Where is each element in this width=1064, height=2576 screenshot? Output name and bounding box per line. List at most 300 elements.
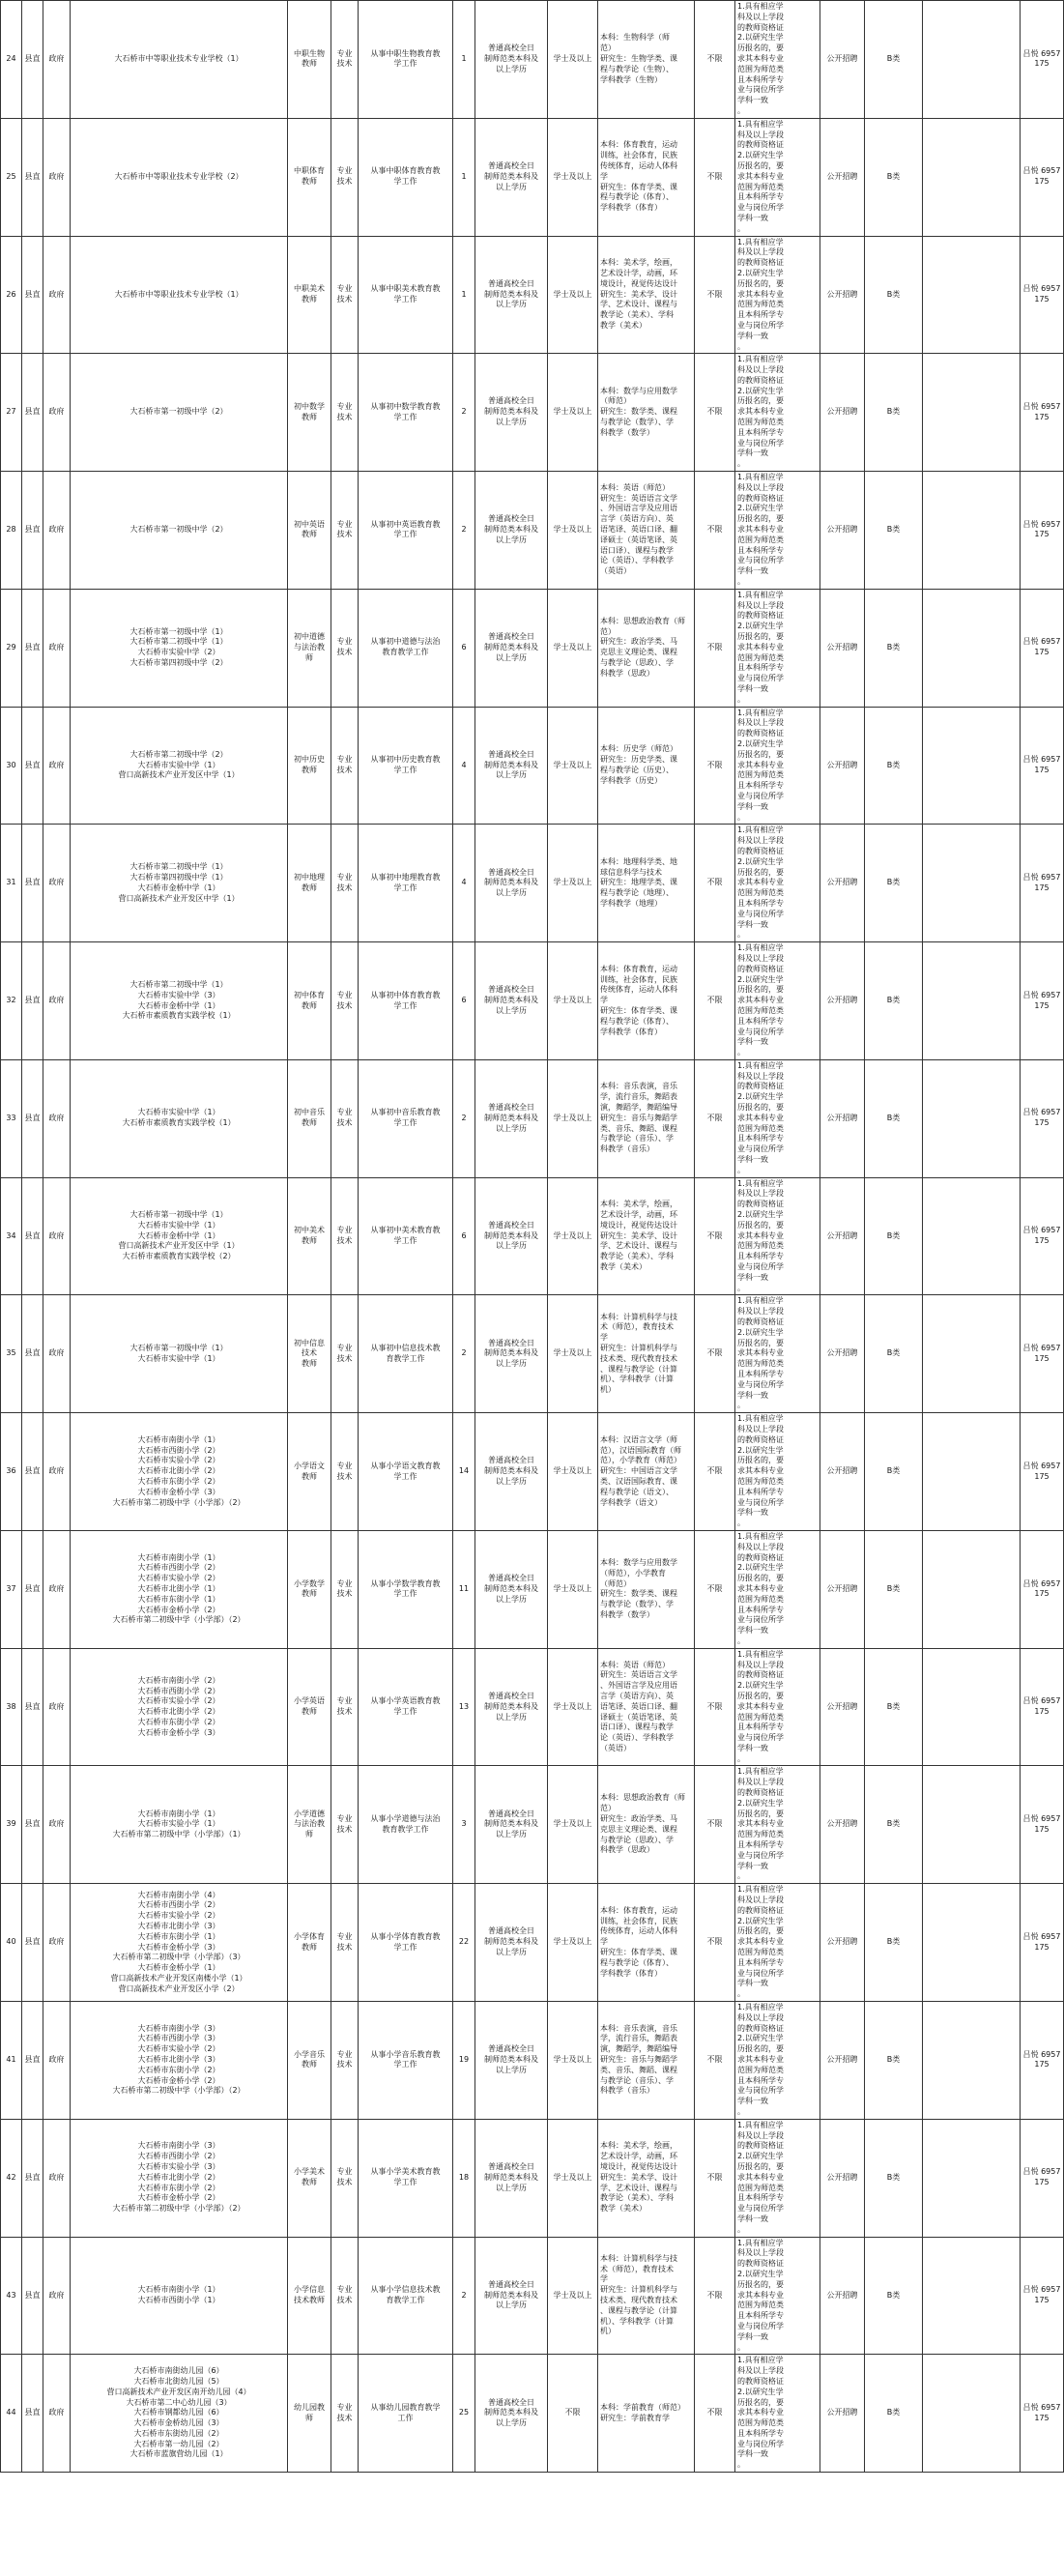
post-name-cell: 初中历史 教师 <box>288 707 331 825</box>
age-cell: 不限 <box>695 707 735 825</box>
type-cell: 政府 <box>43 2002 71 2120</box>
headcount-cell: 2 <box>453 354 475 472</box>
category-cell: 专业 技术 <box>331 1059 359 1177</box>
headcount-cell: 6 <box>453 589 475 707</box>
major-cell: 本科：数学与应用数学 （师范） 研究生：数学类、课程 与教学论（数学）、学 科教学（数学） <box>598 354 695 472</box>
duty-cell: 从事初中数学教育教 学工作 <box>359 354 453 472</box>
row-number: 30 <box>1 707 22 825</box>
major-cell: 本科：英语（师范） 研究生：英语语言文学 、外国语言学及应用语 言学（英语方向）、英 语笔译、英语口译、翻 译硕士（英语笔译、英 语口译）、课程与教学 论（英语）、学科教学 （英语） <box>598 1648 695 1766</box>
units-cell: 大石桥市第一初级中学（2） <box>71 354 288 472</box>
category-cell: 专业 技术 <box>331 1530 359 1648</box>
category-cell: 专业 技术 <box>331 942 359 1060</box>
education-cell: 普通高校全日 制师范类本科及 以上学历 <box>475 1177 548 1295</box>
method-cell: 公开招聘 <box>820 1648 865 1766</box>
duty-cell: 从事初中体育教育教 学工作 <box>359 942 453 1060</box>
level-cell: 县直 <box>22 2355 43 2473</box>
method-cell: 公开招聘 <box>820 354 865 472</box>
category-cell: 专业 技术 <box>331 1 359 119</box>
post-name-cell: 小学信息 技术教师 <box>288 2237 331 2355</box>
blank-cell <box>923 1884 1021 2002</box>
level-cell: 县直 <box>22 1413 43 1531</box>
major-cell: 本科：美术学，绘画， 艺术设计学，动画，环 境设计，视觉传达设计 研究生：美术学、设计 学、艺术设计、课程与 教学论（美术）、学科 教学（美术） <box>598 1177 695 1295</box>
class-cell: B类 <box>865 589 923 707</box>
headcount-cell: 2 <box>453 472 475 590</box>
contact-cell: 吕悦 6957175 <box>1021 1530 1064 1648</box>
education-cell: 普通高校全日 制师范类本科及 以上学历 <box>475 2355 548 2473</box>
type-cell: 政府 <box>43 1648 71 1766</box>
row-number: 38 <box>1 1648 22 1766</box>
level-cell: 县直 <box>22 1530 43 1648</box>
category-cell: 专业 技术 <box>331 1295 359 1413</box>
class-cell: B类 <box>865 236 923 354</box>
major-cell: 本科：生物科学（师 范） 研究生：生物学类、课 程与教学论（生物）、 学科教学（生物） <box>598 1 695 119</box>
units-cell: 大石桥市南街小学（4） 大石桥市西街小学（2） 大石桥市实验小学（2） 大石桥市北街小学（3） 大石桥市东街小学（1） 大石桥市金桥小学（3） 大石桥市第二初级中学（小学部）（3） 大石桥市金桥小学（1） 营口高新技术产业开发区南楼小学（1） 营口高新技术产业开发区小学（2） <box>71 1884 288 2002</box>
requirements-cell: 1.具有相应学 科及以上学段 的教师资格证 2.以研究生学 历报名的，要 求其本科专业 范围为师范类 且本科所学专 业与岗位所学 学科一致 。 <box>735 472 820 590</box>
degree-cell: 学士及以上 <box>548 942 598 1060</box>
level-cell: 县直 <box>22 118 43 236</box>
duty-cell: 从事初中道德与法治 教育教学工作 <box>359 589 453 707</box>
table-row <box>1 707 1064 825</box>
class-cell: B类 <box>865 1177 923 1295</box>
row-number: 29 <box>1 589 22 707</box>
age-cell: 不限 <box>695 1648 735 1766</box>
education-cell: 普通高校全日 制师范类本科及 以上学历 <box>475 1413 548 1531</box>
post-name-cell: 小学音乐 教师 <box>288 2002 331 2120</box>
requirements-cell: 1.具有相应学 科及以上学段 的教师资格证 2.以研究生学 历报名的，要 求其本科专业 范围为师范类 且本科所学专 业与岗位所学 学科一致 。 <box>735 1059 820 1177</box>
units-cell: 大石桥市中等职业技术专业学校（1） <box>71 236 288 354</box>
requirements-cell: 1.具有相应学 科及以上学段 的教师资格证 2.以研究生学 历报名的，要 求其本科专业 范围为师范类 且本科所学专 业与岗位所学 学科一致 。 <box>735 2355 820 2473</box>
contact-cell: 吕悦 6957175 <box>1021 2002 1064 2120</box>
duty-cell: 从事小学语文教育教 学工作 <box>359 1413 453 1531</box>
degree-cell: 学士及以上 <box>548 1177 598 1295</box>
requirements-cell: 1.具有相应学 科及以上学段 的教师资格证 2.以研究生学 历报名的，要 求其本科专业 范围为师范类 且本科所学专 业与岗位所学 学科一致 。 <box>735 236 820 354</box>
table-row <box>1 2002 1064 2120</box>
level-cell: 县直 <box>22 1177 43 1295</box>
row-number: 39 <box>1 1766 22 1884</box>
category-cell: 专业 技术 <box>331 1884 359 2002</box>
education-cell: 普通高校全日 制师范类本科及 以上学历 <box>475 236 548 354</box>
contact-cell: 吕悦 6957175 <box>1021 2355 1064 2473</box>
major-cell: 本科：体育教育，运动 训练，社会体育，民族 传统体育，运动人体科 学 研究生：体育学类、课 程与教学论（体育）、 学科教学（体育） <box>598 942 695 1060</box>
degree-cell: 学士及以上 <box>548 1413 598 1531</box>
education-cell: 普通高校全日 制师范类本科及 以上学历 <box>475 2002 548 2120</box>
age-cell: 不限 <box>695 2002 735 2120</box>
requirements-cell: 1.具有相应学 科及以上学段 的教师资格证 2.以研究生学 历报名的，要 求其本科专业 范围为师范类 且本科所学专 业与岗位所学 学科一致 。 <box>735 1648 820 1766</box>
table-row <box>1 2355 1064 2473</box>
duty-cell: 从事中职美术教育教 学工作 <box>359 236 453 354</box>
post-name-cell: 初中地理 教师 <box>288 825 331 942</box>
requirements-cell: 1.具有相应学 科及以上学段 的教师资格证 2.以研究生学 历报名的，要 求其本科专业 范围为师范类 且本科所学专 业与岗位所学 学科一致 。 <box>735 118 820 236</box>
row-number: 24 <box>1 1 22 119</box>
type-cell: 政府 <box>43 1766 71 1884</box>
post-name-cell: 初中音乐 教师 <box>288 1059 331 1177</box>
duty-cell: 从事小学音乐教育教 学工作 <box>359 2002 453 2120</box>
requirements-cell: 1.具有相应学 科及以上学段 的教师资格证 2.以研究生学 历报名的，要 求其本科专业 范围为师范类 且本科所学专 业与岗位所学 学科一致 。 <box>735 1413 820 1531</box>
blank-cell <box>923 118 1021 236</box>
method-cell: 公开招聘 <box>820 2119 865 2237</box>
age-cell: 不限 <box>695 1884 735 2002</box>
education-cell: 普通高校全日 制师范类本科及 以上学历 <box>475 1 548 119</box>
duty-cell: 从事中职生物教育教 学工作 <box>359 1 453 119</box>
row-number: 37 <box>1 1530 22 1648</box>
table-body <box>1 1 1064 2473</box>
age-cell: 不限 <box>695 118 735 236</box>
headcount-cell: 1 <box>453 1 475 119</box>
requirements-cell: 1.具有相应学 科及以上学段 的教师资格证 2.以研究生学 历报名的，要 求其本科专业 范围为师范类 且本科所学专 业与岗位所学 学科一致 。 <box>735 589 820 707</box>
major-cell: 本科：体育教育，运动 训练，社会体育，民族 传统体育，运动人体科 学 研究生：体育学类、课 程与教学论（体育）、 学科教学（体育） <box>598 118 695 236</box>
degree-cell: 学士及以上 <box>548 1766 598 1884</box>
type-cell: 政府 <box>43 1530 71 1648</box>
major-cell: 本科：数学与应用数学 （师范），小学教育 （师范） 研究生：数学类、课程 与教学论（数学）、学 科教学（数学） <box>598 1530 695 1648</box>
row-number: 36 <box>1 1413 22 1531</box>
method-cell: 公开招聘 <box>820 1884 865 2002</box>
table-row <box>1 589 1064 707</box>
post-name-cell: 初中道德 与法治教 师 <box>288 589 331 707</box>
method-cell: 公开招聘 <box>820 118 865 236</box>
post-name-cell: 小学语文 教师 <box>288 1413 331 1531</box>
table-row <box>1 472 1064 590</box>
duty-cell: 从事初中英语教育教 学工作 <box>359 472 453 590</box>
method-cell: 公开招聘 <box>820 589 865 707</box>
duty-cell: 从事初中美术教育教 学工作 <box>359 1177 453 1295</box>
category-cell: 专业 技术 <box>331 1766 359 1884</box>
age-cell: 不限 <box>695 1295 735 1413</box>
headcount-cell: 2 <box>453 1059 475 1177</box>
type-cell: 政府 <box>43 1884 71 2002</box>
level-cell: 县直 <box>22 354 43 472</box>
table-row <box>1 1648 1064 1766</box>
units-cell: 大石桥市实验中学（1） 大石桥市素质教育实践学校（1） <box>71 1059 288 1177</box>
age-cell: 不限 <box>695 2355 735 2473</box>
table-row <box>1 1413 1064 1531</box>
duty-cell: 从事小学数学教育教 学工作 <box>359 1530 453 1648</box>
post-name-cell: 中职美术 教师 <box>288 236 331 354</box>
contact-cell: 吕悦 6957175 <box>1021 589 1064 707</box>
requirements-cell: 1.具有相应学 科及以上学段 的教师资格证 2.以研究生学 历报名的，要 求其本科专业 范围为师范类 且本科所学专 业与岗位所学 学科一致 。 <box>735 2237 820 2355</box>
contact-cell: 吕悦 6957175 <box>1021 236 1064 354</box>
blank-cell <box>923 1295 1021 1413</box>
class-cell: B类 <box>865 942 923 1060</box>
age-cell: 不限 <box>695 942 735 1060</box>
row-number: 27 <box>1 354 22 472</box>
method-cell: 公开招聘 <box>820 236 865 354</box>
method-cell: 公开招聘 <box>820 2355 865 2473</box>
major-cell: 本科：体育教育，运动 训练，社会体育，民族 传统体育，运动人体科 学 研究生：体育学类、课 程与教学论（体育）、 学科教学（体育） <box>598 1884 695 2002</box>
major-cell: 本科：计算机科学与技 术（师范），教育技术 学 研究生：计算机科学与 技术类、现代教育技术 、课程与教学论（计算 机）、学科教学（计算 机） <box>598 2237 695 2355</box>
post-name-cell: 小学美术 教师 <box>288 2119 331 2237</box>
contact-cell: 吕悦 6957175 <box>1021 1884 1064 2002</box>
major-cell: 本科：汉语言文学（师 范），汉语国际教育（师 范），小学教育（师范） 研究生：中国语言文学 类、汉语国际教育、课 程与教学论（语文）、 学科教学（语文） <box>598 1413 695 1531</box>
headcount-cell: 6 <box>453 1177 475 1295</box>
headcount-cell: 4 <box>453 825 475 942</box>
major-cell: 本科：音乐表演，音乐 学，流行音乐，舞蹈表 演，舞蹈学，舞蹈编导 研究生：音乐与舞蹈学 类、音乐、舞蹈、课程 与教学论（音乐）、学 科教学（音乐） <box>598 1059 695 1177</box>
method-cell: 公开招聘 <box>820 1177 865 1295</box>
class-cell: B类 <box>865 1530 923 1648</box>
row-number: 26 <box>1 236 22 354</box>
row-number: 31 <box>1 825 22 942</box>
method-cell: 公开招聘 <box>820 942 865 1060</box>
contact-cell: 吕悦 6957175 <box>1021 1 1064 119</box>
class-cell: B类 <box>865 472 923 590</box>
contact-cell: 吕悦 6957175 <box>1021 2119 1064 2237</box>
method-cell: 公开招聘 <box>820 1295 865 1413</box>
post-name-cell: 幼儿园教 师 <box>288 2355 331 2473</box>
method-cell: 公开招聘 <box>820 1413 865 1531</box>
type-cell: 政府 <box>43 707 71 825</box>
degree-cell: 学士及以上 <box>548 589 598 707</box>
units-cell: 大石桥市中等职业技术专业学校（1） <box>71 1 288 119</box>
headcount-cell: 6 <box>453 942 475 1060</box>
method-cell: 公开招聘 <box>820 1059 865 1177</box>
degree-cell: 学士及以上 <box>548 1648 598 1766</box>
type-cell: 政府 <box>43 1 71 119</box>
blank-cell <box>923 589 1021 707</box>
class-cell: B类 <box>865 1 923 119</box>
contact-cell: 吕悦 6957175 <box>1021 1295 1064 1413</box>
type-cell: 政府 <box>43 1059 71 1177</box>
degree-cell: 学士及以上 <box>548 2119 598 2237</box>
units-cell: 大石桥市第一初级中学（1） 大石桥市第二初级中学（1） 大石桥市实验中学（2） 大石桥市第四初级中学（2） <box>71 589 288 707</box>
requirements-cell: 1.具有相应学 科及以上学段 的教师资格证 2.以研究生学 历报名的，要 求其本科专业 范围为师范类 且本科所学专 业与岗位所学 学科一致 。 <box>735 1 820 119</box>
degree-cell: 学士及以上 <box>548 1884 598 2002</box>
contact-cell: 吕悦 6957175 <box>1021 1413 1064 1531</box>
row-number: 33 <box>1 1059 22 1177</box>
units-cell: 大石桥市南街小学（3） 大石桥市西街小学（3） 大石桥市实验小学（2） 大石桥市北街小学（3） 大石桥市东街小学（2） 大石桥市金桥小学（2） 大石桥市第二初级中学（小学部）（2） <box>71 2002 288 2120</box>
category-cell: 专业 技术 <box>331 2119 359 2237</box>
age-cell: 不限 <box>695 236 735 354</box>
requirements-cell: 1.具有相应学 科及以上学段 的教师资格证 2.以研究生学 历报名的，要 求其本科专业 范围为师范类 且本科所学专 业与岗位所学 学科一致 。 <box>735 942 820 1060</box>
level-cell: 县直 <box>22 472 43 590</box>
contact-cell: 吕悦 6957175 <box>1021 118 1064 236</box>
level-cell: 县直 <box>22 589 43 707</box>
blank-cell <box>923 2002 1021 2120</box>
duty-cell: 从事初中历史教育教 学工作 <box>359 707 453 825</box>
units-cell: 大石桥市第一初级中学（2） <box>71 472 288 590</box>
contact-cell: 吕悦 6957175 <box>1021 2237 1064 2355</box>
table-row <box>1 236 1064 354</box>
requirements-cell: 1.具有相应学 科及以上学段 的教师资格证 2.以研究生学 历报名的，要 求其本科专业 范围为师范类 且本科所学专 业与岗位所学 学科一致 。 <box>735 1884 820 2002</box>
method-cell: 公开招聘 <box>820 707 865 825</box>
post-name-cell: 小学道德 与法治教 师 <box>288 1766 331 1884</box>
degree-cell: 学士及以上 <box>548 1059 598 1177</box>
education-cell: 普通高校全日 制师范类本科及 以上学历 <box>475 1766 548 1884</box>
headcount-cell: 25 <box>453 2355 475 2473</box>
units-cell: 大石桥市南街小学（1） 大石桥市西街小学（2） 大石桥市实验小学（2） 大石桥市北街小学（2） 大石桥市东街小学（2） 大石桥市金桥小学（3） 大石桥市第二初级中学（小学部）（2） <box>71 1413 288 1531</box>
units-cell: 大石桥市南街小学（1） 大石桥市西街小学（2） 大石桥市实验小学（2） 大石桥市北街小学（1） 大石桥市东街小学（1） 大石桥市金桥小学（2） 大石桥市第二初级中学（小学部）（2） <box>71 1530 288 1648</box>
class-cell: B类 <box>865 1648 923 1766</box>
duty-cell: 从事初中音乐教育教 学工作 <box>359 1059 453 1177</box>
row-number: 44 <box>1 2355 22 2473</box>
units-cell: 大石桥市南街小学（1） 大石桥市西街小学（1） <box>71 2237 288 2355</box>
education-cell: 普通高校全日 制师范类本科及 以上学历 <box>475 1295 548 1413</box>
contact-cell: 吕悦 6957175 <box>1021 1059 1064 1177</box>
headcount-cell: 1 <box>453 118 475 236</box>
table-row <box>1 1 1064 119</box>
headcount-cell: 11 <box>453 1530 475 1648</box>
degree-cell: 学士及以上 <box>548 472 598 590</box>
table-row <box>1 1884 1064 2002</box>
type-cell: 政府 <box>43 2119 71 2237</box>
age-cell: 不限 <box>695 2237 735 2355</box>
duty-cell: 从事小学信息技术教 育教学工作 <box>359 2237 453 2355</box>
method-cell: 公开招聘 <box>820 2237 865 2355</box>
blank-cell <box>923 1766 1021 1884</box>
blank-cell <box>923 472 1021 590</box>
education-cell: 普通高校全日 制师范类本科及 以上学历 <box>475 707 548 825</box>
table-row <box>1 354 1064 472</box>
contact-cell: 吕悦 6957175 <box>1021 1766 1064 1884</box>
requirements-cell: 1.具有相应学 科及以上学段 的教师资格证 2.以研究生学 历报名的，要 求其本科专业 范围为师范类 且本科所学专 业与岗位所学 学科一致 。 <box>735 1295 820 1413</box>
method-cell: 公开招聘 <box>820 472 865 590</box>
age-cell: 不限 <box>695 1177 735 1295</box>
education-cell: 普通高校全日 制师范类本科及 以上学历 <box>475 472 548 590</box>
post-name-cell: 初中美术 教师 <box>288 1177 331 1295</box>
major-cell: 本科：英语（师范） 研究生：英语语言文学 、外国语言学及应用语 言学（英语方向）、英 语笔译、英语口译、翻 译硕士（英语笔译、英 语口译）、课程与教学 论（英语）、学科教学 （英语） <box>598 472 695 590</box>
category-cell: 专业 技术 <box>331 2002 359 2120</box>
education-cell: 普通高校全日 制师范类本科及 以上学历 <box>475 2119 548 2237</box>
class-cell: B类 <box>865 1413 923 1531</box>
method-cell: 公开招聘 <box>820 1530 865 1648</box>
blank-cell <box>923 1 1021 119</box>
age-cell: 不限 <box>695 1059 735 1177</box>
age-cell: 不限 <box>695 1530 735 1648</box>
contact-cell: 吕悦 6957175 <box>1021 825 1064 942</box>
contact-cell: 吕悦 6957175 <box>1021 1177 1064 1295</box>
units-cell: 大石桥市第二初级中学（1） 大石桥市第四初级中学（1） 大石桥市金桥中学（1） 营口高新技术产业开发区中学（1） <box>71 825 288 942</box>
post-name-cell: 初中数学 教师 <box>288 354 331 472</box>
type-cell: 政府 <box>43 1295 71 1413</box>
blank-cell <box>923 942 1021 1060</box>
requirements-cell: 1.具有相应学 科及以上学段 的教师资格证 2.以研究生学 历报名的，要 求其本科专业 范围为师范类 且本科所学专 业与岗位所学 学科一致 。 <box>735 707 820 825</box>
major-cell: 本科：历史学（师范） 研究生：历史学类、课 程与教学论（历史）、 学科教学（历史） <box>598 707 695 825</box>
category-cell: 专业 技术 <box>331 589 359 707</box>
duty-cell: 从事初中信息技术教 育教学工作 <box>359 1295 453 1413</box>
level-cell: 县直 <box>22 1766 43 1884</box>
education-cell: 普通高校全日 制师范类本科及 以上学历 <box>475 1530 548 1648</box>
education-cell: 普通高校全日 制师范类本科及 以上学历 <box>475 1648 548 1766</box>
units-cell: 大石桥市南街小学（1） 大石桥市实验小学（1） 大石桥市第二初级中学（小学部）（1） <box>71 1766 288 1884</box>
headcount-cell: 1 <box>453 236 475 354</box>
headcount-cell: 3 <box>453 1766 475 1884</box>
contact-cell: 吕悦 6957175 <box>1021 707 1064 825</box>
class-cell: B类 <box>865 2119 923 2237</box>
blank-cell <box>923 1059 1021 1177</box>
units-cell: 大石桥市第一初级中学（1） 大石桥市实验中学（1） 大石桥市金桥中学（1） 营口高新技术产业开发区中学（1） 大石桥市素质教育实践学校（2） <box>71 1177 288 1295</box>
education-cell: 普通高校全日 制师范类本科及 以上学历 <box>475 1059 548 1177</box>
requirements-cell: 1.具有相应学 科及以上学段 的教师资格证 2.以研究生学 历报名的，要 求其本科专业 范围为师范类 且本科所学专 业与岗位所学 学科一致 。 <box>735 1177 820 1295</box>
level-cell: 县直 <box>22 2237 43 2355</box>
level-cell: 县直 <box>22 1648 43 1766</box>
level-cell: 县直 <box>22 2119 43 2237</box>
requirements-cell: 1.具有相应学 科及以上学段 的教师资格证 2.以研究生学 历报名的，要 求其本科专业 范围为师范类 且本科所学专 业与岗位所学 学科一致 。 <box>735 1766 820 1884</box>
blank-cell <box>923 2237 1021 2355</box>
headcount-cell: 13 <box>453 1648 475 1766</box>
blank-cell <box>923 1648 1021 1766</box>
row-number: 35 <box>1 1295 22 1413</box>
headcount-cell: 4 <box>453 707 475 825</box>
category-cell: 专业 技术 <box>331 707 359 825</box>
post-name-cell: 初中英语 教师 <box>288 472 331 590</box>
units-cell: 大石桥市第一初级中学（1） 大石桥市实验中学（1） <box>71 1295 288 1413</box>
contact-cell: 吕悦 6957175 <box>1021 472 1064 590</box>
headcount-cell: 18 <box>453 2119 475 2237</box>
row-number: 25 <box>1 118 22 236</box>
units-cell: 大石桥市中等职业技术专业学校（2） <box>71 118 288 236</box>
blank-cell <box>923 2119 1021 2237</box>
type-cell: 政府 <box>43 236 71 354</box>
age-cell: 不限 <box>695 1 735 119</box>
table-row <box>1 1059 1064 1177</box>
class-cell: B类 <box>865 354 923 472</box>
major-cell: 本科：计算机科学与技 术（师范），教育技术 学 研究生：计算机科学与 技术类、现代教育技术 、课程与教学论（计算 机）、学科教学（计算 机） <box>598 1295 695 1413</box>
units-cell: 大石桥市第二初级中学（1） 大石桥市实验中学（3） 大石桥市金桥中学（1） 大石桥市素质教育实践学校（1） <box>71 942 288 1060</box>
contact-cell: 吕悦 6957175 <box>1021 354 1064 472</box>
units-cell: 大石桥市南街小学（2） 大石桥市西街小学（2） 大石桥市实验小学（2） 大石桥市北街小学（2） 大石桥市东街小学（2） 大石桥市金桥小学（3） <box>71 1648 288 1766</box>
category-cell: 专业 技术 <box>331 118 359 236</box>
post-name-cell: 初中体育 教师 <box>288 942 331 1060</box>
education-cell: 普通高校全日 制师范类本科及 以上学历 <box>475 589 548 707</box>
row-number: 32 <box>1 942 22 1060</box>
row-number: 42 <box>1 2119 22 2237</box>
table-row <box>1 2119 1064 2237</box>
blank-cell <box>923 2355 1021 2473</box>
level-cell: 县直 <box>22 1884 43 2002</box>
degree-cell: 学士及以上 <box>548 2002 598 2120</box>
degree-cell: 学士及以上 <box>548 1 598 119</box>
degree-cell: 学士及以上 <box>548 354 598 472</box>
class-cell: B类 <box>865 118 923 236</box>
type-cell: 政府 <box>43 2355 71 2473</box>
duty-cell: 从事小学体育教育教 学工作 <box>359 1884 453 2002</box>
units-cell: 大石桥市南街小学（3） 大石桥市西街小学（2） 大石桥市实验小学（3） 大石桥市北街小学（2） 大石桥市东街小学（2） 大石桥市金桥小学（2） 大石桥市第二初级中学（小学部）（2） <box>71 2119 288 2237</box>
level-cell: 县直 <box>22 825 43 942</box>
age-cell: 不限 <box>695 1413 735 1531</box>
duty-cell: 从事小学道德与法治 教育教学工作 <box>359 1766 453 1884</box>
type-cell: 政府 <box>43 1177 71 1295</box>
post-name-cell: 中职生物 教师 <box>288 1 331 119</box>
category-cell: 专业 技术 <box>331 472 359 590</box>
degree-cell: 学士及以上 <box>548 1530 598 1648</box>
blank-cell <box>923 825 1021 942</box>
category-cell: 专业 技术 <box>331 354 359 472</box>
type-cell: 政府 <box>43 1413 71 1531</box>
level-cell: 县直 <box>22 1059 43 1177</box>
major-cell: 本科：美术学，绘画， 艺术设计学，动画，环 境设计，视觉传达设计 研究生：美术学、设计 学、艺术设计、课程与 教学论（美术）、学科 教学（美术） <box>598 2119 695 2237</box>
education-cell: 普通高校全日 制师范类本科及 以上学历 <box>475 1884 548 2002</box>
age-cell: 不限 <box>695 2119 735 2237</box>
headcount-cell: 2 <box>453 2237 475 2355</box>
table-row <box>1 1295 1064 1413</box>
type-cell: 政府 <box>43 825 71 942</box>
class-cell: B类 <box>865 2237 923 2355</box>
level-cell: 县直 <box>22 707 43 825</box>
type-cell: 政府 <box>43 472 71 590</box>
category-cell: 专业 技术 <box>331 2237 359 2355</box>
category-cell: 专业 技术 <box>331 1413 359 1531</box>
method-cell: 公开招聘 <box>820 2002 865 2120</box>
class-cell: B类 <box>865 1295 923 1413</box>
degree-cell: 学士及以上 <box>548 118 598 236</box>
duty-cell: 从事初中地理教育教 学工作 <box>359 825 453 942</box>
row-number: 40 <box>1 1884 22 2002</box>
headcount-cell: 22 <box>453 1884 475 2002</box>
duty-cell: 从事小学美术教育教 学工作 <box>359 2119 453 2237</box>
age-cell: 不限 <box>695 472 735 590</box>
category-cell: 专业 技术 <box>331 2355 359 2473</box>
table-row <box>1 118 1064 236</box>
requirements-cell: 1.具有相应学 科及以上学段 的教师资格证 2.以研究生学 历报名的，要 求其本科专业 范围为师范类 且本科所学专 业与岗位所学 学科一致 。 <box>735 2002 820 2120</box>
blank-cell <box>923 1413 1021 1531</box>
